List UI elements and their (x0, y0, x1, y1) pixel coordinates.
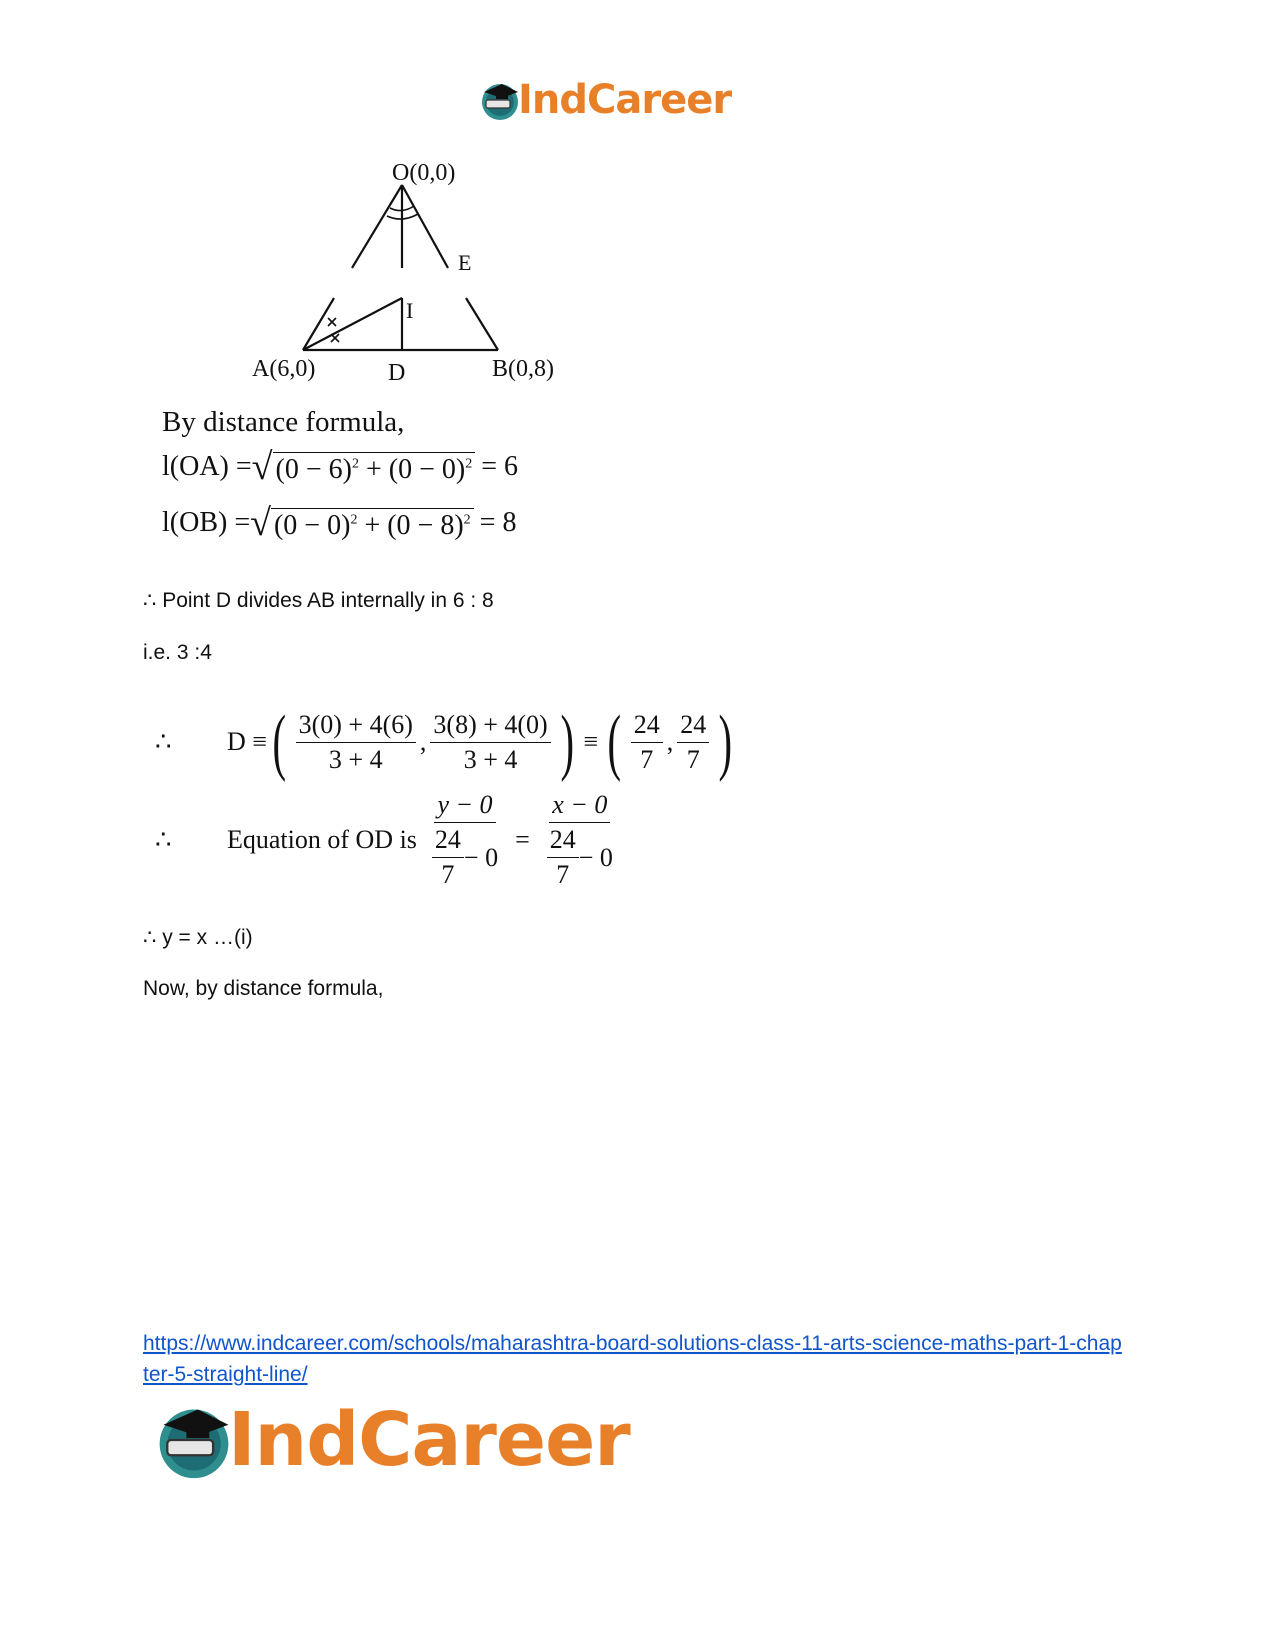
footer-logo (152, 1398, 630, 1482)
equation-od (155, 790, 620, 890)
text-divides-ratio: ∴ Point D divides AB internally in 6 : 8 (143, 589, 494, 612)
distance-ob-equation (162, 504, 516, 542)
label-b: B(0,8) (492, 356, 554, 382)
equiv-symbol: ≡ (583, 727, 599, 756)
section-formula-equation: ∴ D ≡ ( $\frac{3(0) + 4(6)}{3 + 4}$ , $\frac{3(8) + 4(0)}{3 + 4}$ ) ≡ ( $\frac{24}{7}$ , $\frac{24}{7}$ ) (155, 701, 733, 783)
od-lhs-fraction: y − 0 $\frac{24}{7}$ − 0 (429, 790, 501, 890)
therefore-symbol: ∴ (155, 727, 172, 756)
text-simplified-ratio: i.e. 3 :4 (143, 641, 212, 664)
ob-lhs: l(OB) = (162, 507, 251, 538)
d-label: D ≡ (227, 727, 267, 756)
text-distance-formula: Now, by distance formula, (143, 977, 384, 1000)
fraction-x: $\frac{3(0) + 4(6)}{3 + 4}$ (296, 710, 416, 775)
segment-ob-upper (402, 185, 448, 268)
ob-rhs: = 8 (479, 507, 517, 538)
equation-od-text: Equation of OD is (227, 825, 417, 854)
graduation-cap-icon (152, 1398, 236, 1482)
equals-symbol: = (515, 825, 530, 854)
radical-icon: √ (250, 502, 271, 544)
label-d: D (388, 360, 406, 386)
ob-sqrt (250, 504, 474, 542)
label-e: E (458, 250, 472, 275)
label-o: O(0,0) (392, 160, 456, 186)
triangle-figure (230, 150, 610, 390)
oa-radicand: $(0 - 6)^2 + (0 - 0)^2$ (273, 452, 476, 486)
fraction-y: $\frac{3(8) + 4(0)}{3 + 4}$ (430, 710, 550, 775)
label-i: I (406, 298, 414, 323)
therefore-symbol: ∴ (155, 825, 172, 854)
graduation-cap-icon (478, 78, 522, 122)
label-a: A(6,0) (252, 356, 316, 382)
result-y: $\frac{24}{7}$ (677, 710, 709, 775)
distance-oa-equation (162, 448, 518, 486)
result-x: $\frac{24}{7}$ (631, 710, 663, 775)
header-logo-text: IndCareer (518, 77, 732, 123)
header-logo (478, 76, 731, 124)
ob-radicand: $(0 - 0)^2 + (0 - 8)^2$ (271, 508, 474, 542)
segment-oa-upper (352, 185, 402, 268)
footer-logo-text: IndCareer (228, 1397, 630, 1483)
distance-formula-intro: By distance formula, (162, 406, 405, 438)
radical-icon: √ (251, 446, 273, 488)
text-y-equals-x: ∴ y = x …(i) (143, 926, 253, 949)
od-rhs-fraction: x − 0 $\frac{24}{7}$ − 0 (544, 790, 616, 890)
segment-ob-lower (466, 298, 498, 350)
oa-rhs: = 6 (481, 451, 519, 482)
source-link[interactable]: https://www.indcareer.com/schools/maharashtra-board-solutions-class-11-arts-science-maths-part-1-chapter-5-straight-line/ (143, 1332, 1122, 1386)
oa-lhs: l(OA) = (162, 451, 252, 482)
oa-sqrt (252, 448, 476, 486)
